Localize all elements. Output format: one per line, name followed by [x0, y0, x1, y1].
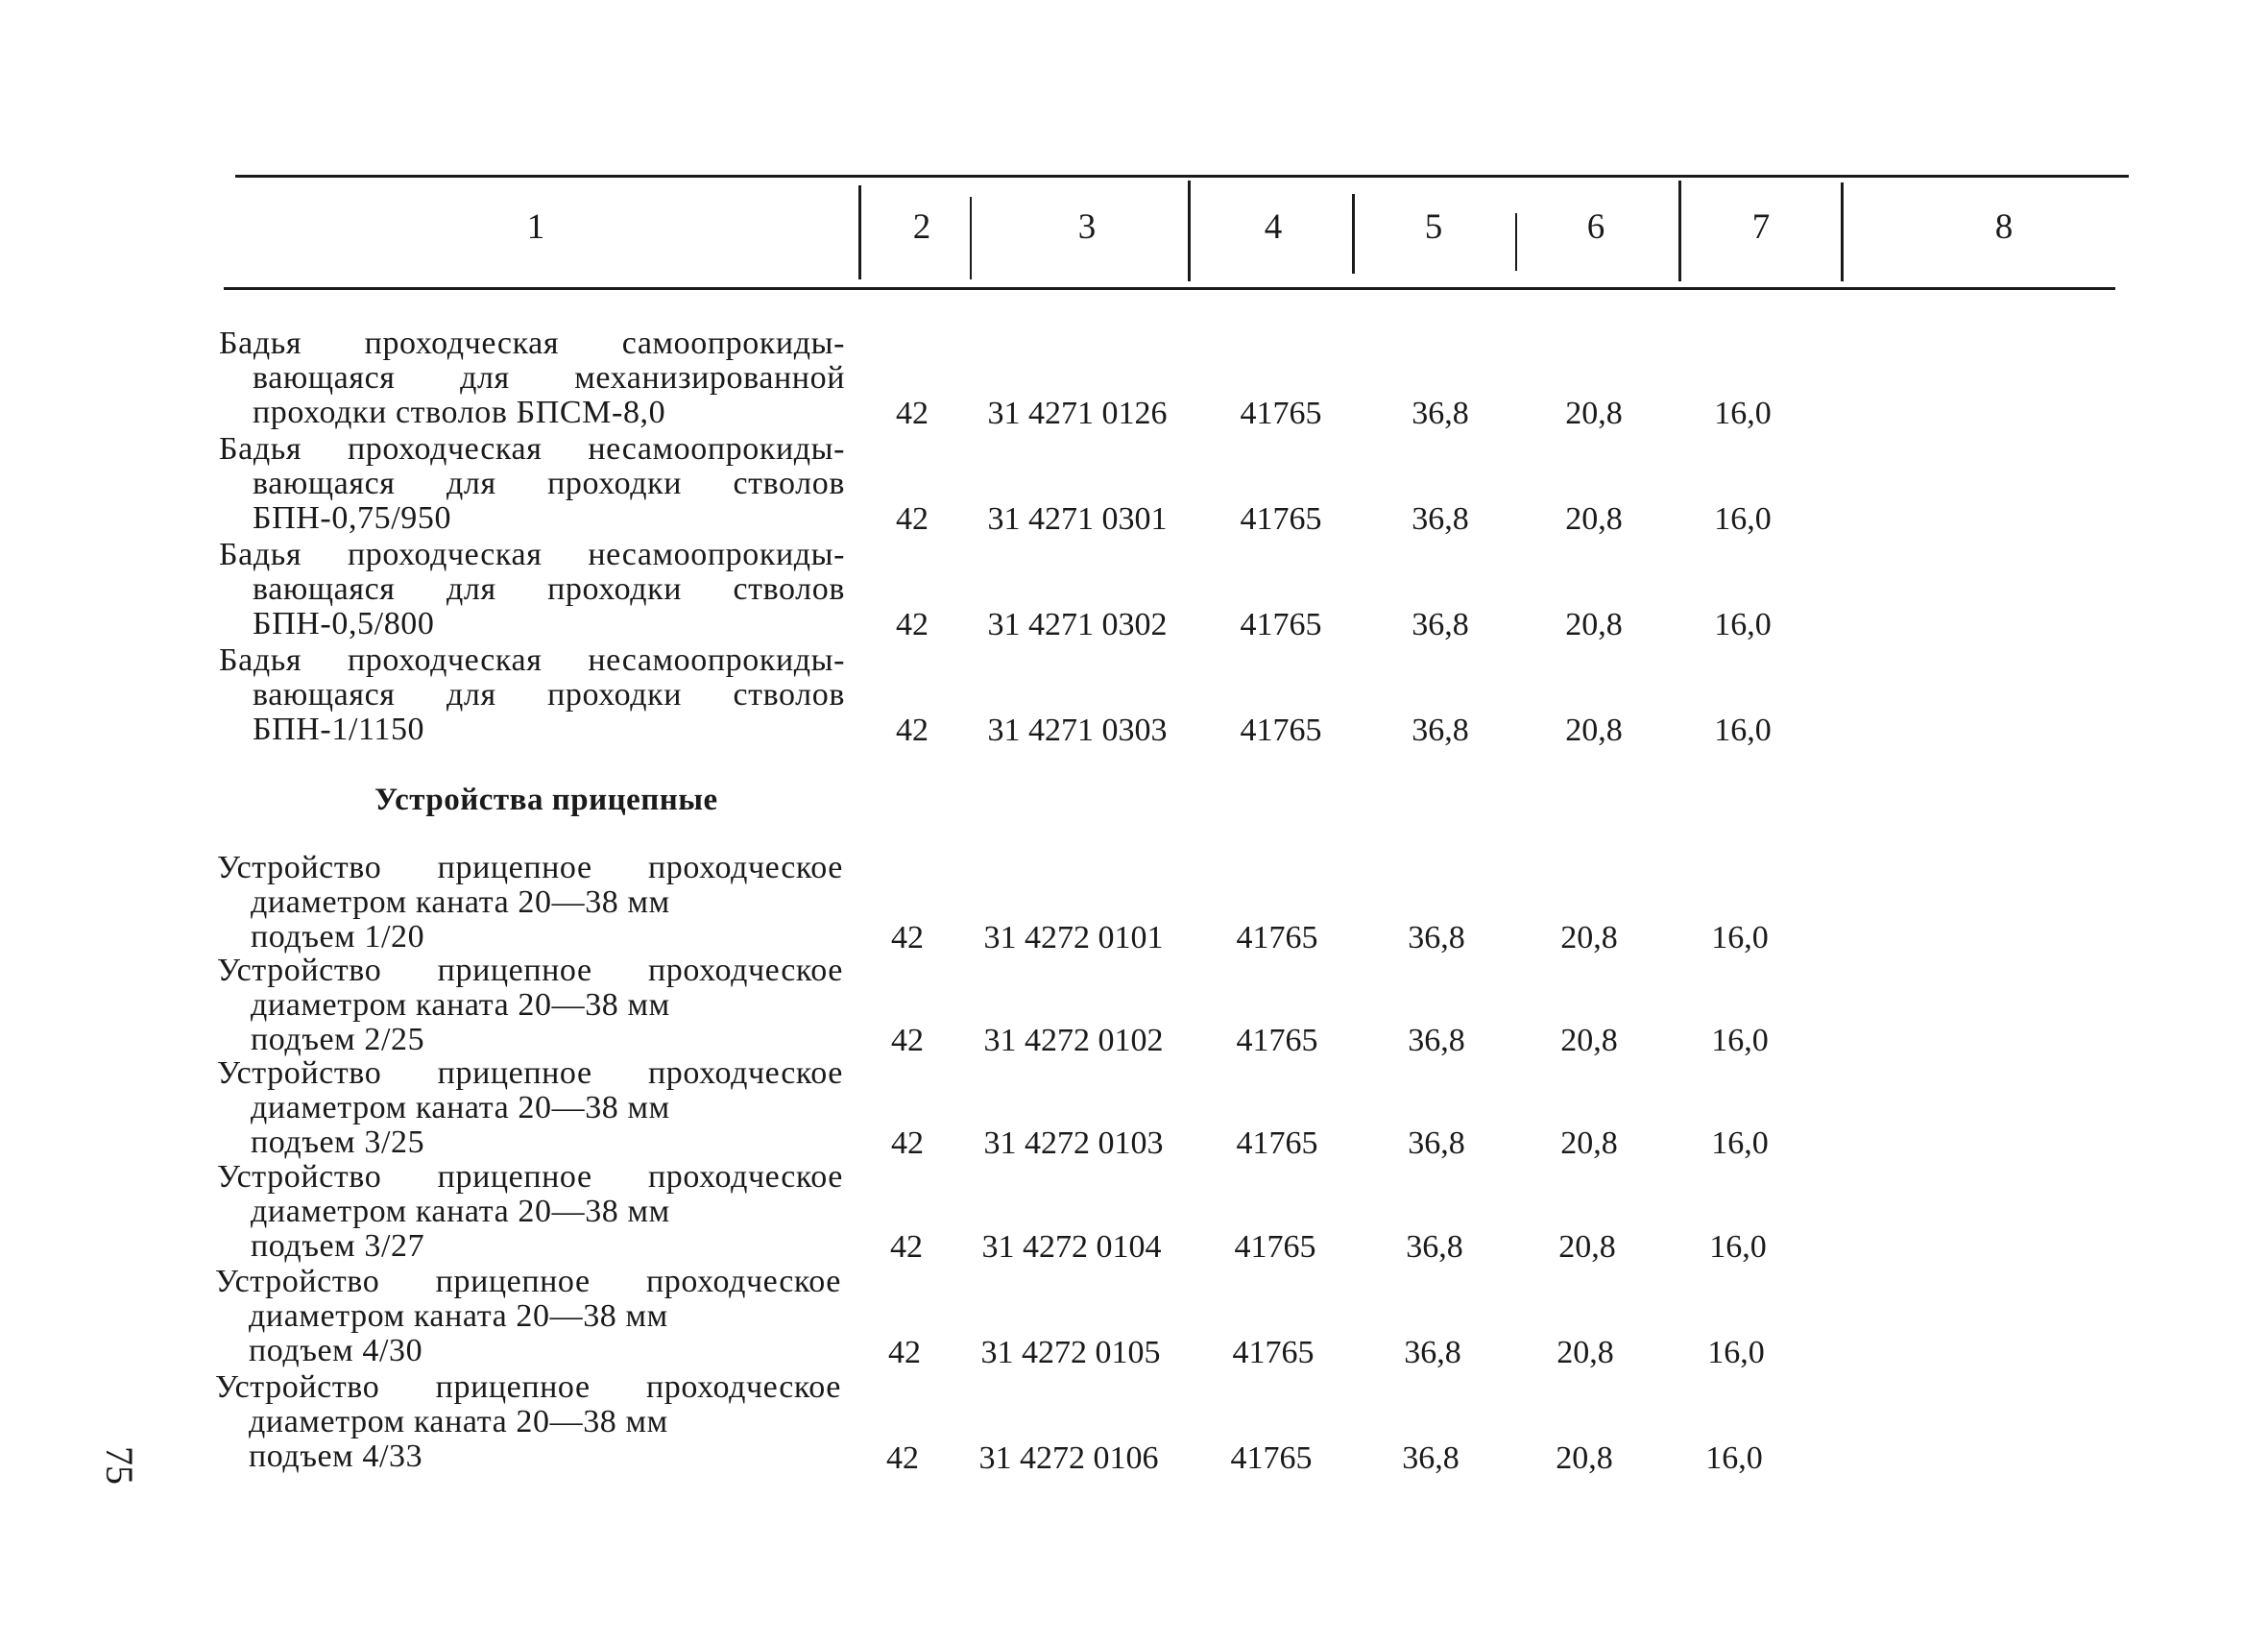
description-line: подъем 2/25: [251, 1022, 425, 1057]
column-divider: [1841, 182, 1844, 281]
column-divider: [1515, 213, 1517, 271]
cell-col3: 31 4272 0102: [983, 1023, 1164, 1058]
cell-col2: 42: [896, 396, 929, 431]
cell-col7: 16,0: [1707, 1335, 1765, 1370]
column-divider: [858, 185, 861, 279]
column-header-4: 4: [1264, 207, 1283, 247]
column-divider: [1352, 194, 1355, 274]
cell-col6: 20,8: [1558, 1229, 1616, 1265]
table-row-description: [217, 954, 843, 1057]
description-line: диаметром каната 20—38 мм: [251, 1194, 670, 1229]
cell-col4: 41765: [1236, 920, 1318, 955]
description-line: проходки стволов БПСМ-8,0: [253, 395, 666, 430]
description-line: Бадья проходческая несамоопрокиды-: [219, 537, 845, 572]
column-header-3: 3: [1077, 207, 1097, 247]
cell-col5: 36,8: [1411, 607, 1469, 642]
cell-col5: 36,8: [1404, 1335, 1461, 1370]
table-row-description: [219, 432, 845, 536]
cell-col3: 31 4271 0126: [987, 396, 1168, 431]
cell-col7: 16,0: [1711, 920, 1769, 955]
cell-col3: 31 4272 0103: [983, 1125, 1164, 1161]
column-divider: [1678, 181, 1681, 281]
cell-col7: 16,0: [1714, 396, 1772, 431]
cell-col3: 31 4271 0301: [987, 501, 1168, 537]
table-row-description: [219, 643, 845, 747]
description-line: Устройство прицепное проходческое: [217, 850, 843, 885]
description-line: Бадья проходческая несамоопрокиды-: [219, 642, 845, 678]
description-line: подъем 4/30: [249, 1333, 423, 1368]
cell-col4: 41765: [1230, 1440, 1313, 1476]
description-line: Устройство прицепное проходческое: [215, 1369, 841, 1405]
cell-col3: 31 4271 0303: [987, 713, 1168, 748]
description-line: вающаяся для проходки стволов: [253, 466, 845, 501]
cell-col6: 20,8: [1565, 501, 1623, 537]
cell-col5: 36,8: [1411, 713, 1469, 748]
description-line: диаметром каната 20—38 мм: [249, 1298, 668, 1334]
cell-col2: 42: [896, 501, 929, 537]
cell-col2: 42: [891, 1023, 924, 1058]
cell-col6: 20,8: [1565, 713, 1623, 748]
table-row-description: [219, 538, 845, 641]
cell-col2: 42: [891, 920, 924, 955]
cell-col5: 36,8: [1411, 396, 1469, 431]
column-divider: [1188, 181, 1191, 281]
description-line: Устройство прицепное проходческое: [217, 1159, 843, 1195]
column-header-2: 2: [912, 207, 931, 247]
cell-col2: 42: [891, 1125, 924, 1161]
cell-col6: 20,8: [1556, 1440, 1613, 1476]
cell-col2: 42: [886, 1440, 919, 1476]
cell-col3: 31 4272 0106: [978, 1440, 1159, 1476]
cell-col5: 36,8: [1406, 1229, 1463, 1265]
cell-col5: 36,8: [1408, 1125, 1465, 1161]
description-line: Устройство прицепное проходческое: [217, 1055, 843, 1091]
table-row-description: [217, 851, 843, 955]
description-line: Устройство прицепное проходческое: [217, 953, 843, 988]
description-line: БПН-1/1150: [253, 712, 425, 747]
table-row-description: [215, 1370, 841, 1474]
cell-col2: 42: [890, 1229, 923, 1265]
description-line: диаметром каната 20—38 мм: [251, 884, 670, 920]
description-line: подъем 1/20: [251, 919, 425, 955]
cell-col5: 36,8: [1411, 501, 1469, 537]
description-line: вающаяся для механизированной: [253, 360, 845, 396]
description-line: Устройство прицепное проходческое: [215, 1264, 841, 1299]
cell-col5: 36,8: [1402, 1440, 1460, 1476]
cell-col4: 41765: [1240, 607, 1322, 642]
cell-col3: 31 4271 0302: [987, 607, 1168, 642]
description-line: БПН-0,5/800: [253, 606, 435, 641]
description-line: вающаяся для проходки стволов: [253, 677, 845, 713]
cell-col3: 31 4272 0104: [981, 1229, 1162, 1265]
cell-col2: 42: [896, 713, 929, 748]
table-row-description: [217, 1160, 843, 1264]
cell-col6: 20,8: [1560, 1125, 1618, 1161]
description-line: вающаяся для проходки стволов: [253, 571, 845, 607]
description-line: БПН-0,75/950: [253, 500, 452, 536]
description-line: подъем 3/27: [251, 1228, 425, 1264]
cell-col6: 20,8: [1560, 920, 1618, 955]
cell-col4: 41765: [1240, 501, 1322, 537]
cell-col4: 41765: [1240, 713, 1322, 748]
table-row-description: [215, 1265, 841, 1368]
column-header-6: 6: [1586, 207, 1605, 247]
description-line: диаметром каната 20—38 мм: [249, 1404, 668, 1439]
cell-col5: 36,8: [1408, 1023, 1465, 1058]
description-line: подъем 4/33: [249, 1438, 423, 1474]
cell-col6: 20,8: [1560, 1023, 1618, 1058]
cell-col3: 31 4272 0101: [983, 920, 1164, 955]
cell-col4: 41765: [1236, 1125, 1318, 1161]
cell-col7: 16,0: [1705, 1440, 1763, 1476]
cell-col7: 16,0: [1714, 713, 1772, 748]
table-row-description: [219, 326, 845, 430]
cell-col5: 36,8: [1408, 920, 1465, 955]
column-header-7: 7: [1751, 207, 1771, 247]
column-header-8: 8: [1994, 207, 2014, 247]
cell-col6: 20,8: [1565, 607, 1623, 642]
cell-col4: 41765: [1232, 1335, 1315, 1370]
cell-col7: 16,0: [1711, 1125, 1769, 1161]
description-line: диаметром каната 20—38 мм: [251, 987, 670, 1023]
cell-col4: 41765: [1234, 1229, 1316, 1265]
table-top-rule: [235, 175, 2129, 178]
description-line: подъем 3/25: [251, 1124, 425, 1160]
cell-col6: 20,8: [1556, 1335, 1614, 1370]
page-number: 75: [98, 1446, 141, 1485]
table-row-description: [217, 1056, 843, 1160]
cell-col4: 41765: [1240, 396, 1322, 431]
section-title: Устройства прицепные: [374, 783, 718, 817]
cell-col7: 16,0: [1714, 607, 1772, 642]
column-divider: [970, 197, 972, 279]
description-line: Бадья проходческая самоопрокиды-: [219, 326, 845, 361]
header-bottom-rule: [224, 287, 2115, 290]
cell-col2: 42: [896, 607, 929, 642]
cell-col6: 20,8: [1565, 396, 1623, 431]
cell-col7: 16,0: [1711, 1023, 1769, 1058]
cell-col7: 16,0: [1709, 1229, 1767, 1265]
column-header-5: 5: [1424, 207, 1443, 247]
cell-col3: 31 4272 0105: [980, 1335, 1161, 1370]
column-header-1: 1: [526, 207, 545, 247]
cell-col7: 16,0: [1714, 501, 1772, 537]
description-line: Бадья проходческая несамоопрокиды-: [219, 431, 845, 467]
cell-col4: 41765: [1236, 1023, 1318, 1058]
cell-col2: 42: [888, 1335, 921, 1370]
description-line: диаметром каната 20—38 мм: [251, 1090, 670, 1125]
